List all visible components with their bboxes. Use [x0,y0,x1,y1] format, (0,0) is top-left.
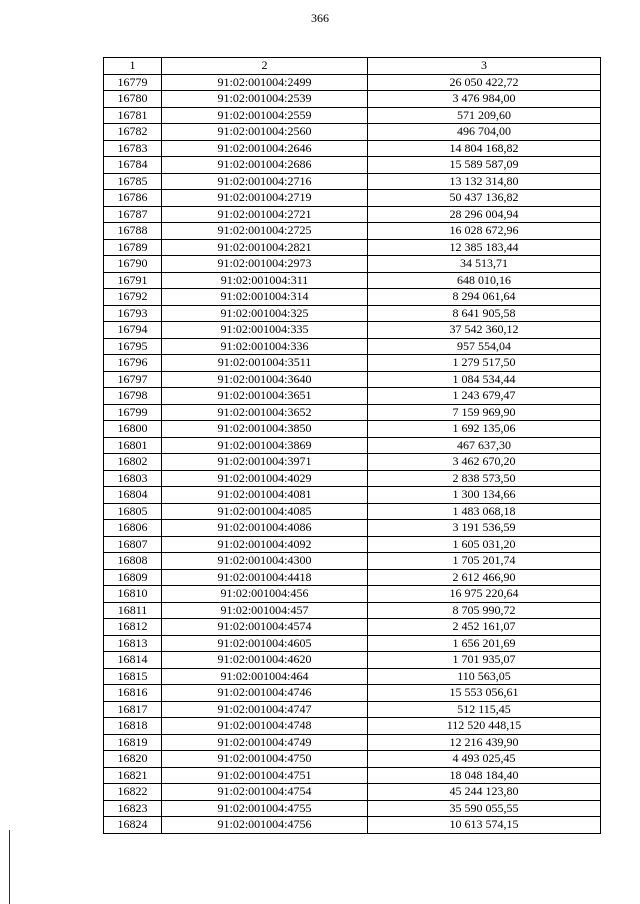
cadastral-number-cell: 91:02:001004:4754 [162,784,368,801]
cadastral-number-cell: 91:02:001004:3971 [162,454,368,471]
cadastral-number-cell: 91:02:001004:2973 [162,256,368,273]
row-number-cell: 16809 [104,569,162,586]
value-cell: 26 050 422,72 [368,74,601,91]
value-cell: 467 637,30 [368,437,601,454]
table-row [104,371,601,388]
value-cell: 10 613 574,15 [368,817,601,834]
value-cell: 2 838 573,50 [368,470,601,487]
row-number-cell: 16818 [104,718,162,735]
cadastral-number-cell: 91:02:001004:4300 [162,553,368,570]
cadastral-number-cell: 91:02:001004:4620 [162,652,368,669]
cadastral-number-cell: 91:02:001004:4756 [162,817,368,834]
cadastral-number-cell: 91:02:001004:4086 [162,520,368,537]
cadastral-number-cell: 91:02:001004:2716 [162,173,368,190]
table-row [104,503,601,520]
cadastral-number-cell: 91:02:001004:3651 [162,388,368,405]
row-number-cell: 16812 [104,619,162,636]
cadastral-number-cell: 91:02:001004:4418 [162,569,368,586]
row-number-cell: 16802 [104,454,162,471]
value-cell: 1 084 534,44 [368,371,601,388]
value-cell: 8 294 061,64 [368,289,601,306]
cadastral-number-cell: 91:02:001004:2725 [162,223,368,240]
row-number-cell: 16806 [104,520,162,537]
row-number-cell: 16795 [104,338,162,355]
value-cell: 12 385 183,44 [368,239,601,256]
row-number-cell: 16792 [104,289,162,306]
value-cell: 16 975 220,64 [368,586,601,603]
table-row [104,586,601,603]
cadastral-number-cell: 91:02:001004:2499 [162,74,368,91]
value-cell: 50 437 136,82 [368,190,601,207]
table-row [104,635,601,652]
table-row [104,553,601,570]
value-cell: 571 209,60 [368,107,601,124]
table-row [104,289,601,306]
value-cell: 496 704,00 [368,124,601,141]
value-cell: 1 300 134,66 [368,487,601,504]
value-cell: 35 590 055,55 [368,800,601,817]
table-row [104,239,601,256]
value-cell: 15 553 056,61 [368,685,601,702]
row-number-cell: 16805 [104,503,162,520]
table-row [104,751,601,768]
value-cell: 3 462 670,20 [368,454,601,471]
cadastral-value-table [103,57,601,834]
cadastral-number-cell: 91:02:001004:4749 [162,734,368,751]
cadastral-number-cell: 91:02:001004:2719 [162,190,368,207]
cadastral-number-cell: 91:02:001004:464 [162,668,368,685]
cadastral-number-cell: 91:02:001004:4029 [162,470,368,487]
cadastral-number-cell: 91:02:001004:457 [162,602,368,619]
value-cell: 957 554,04 [368,338,601,355]
column-header: 3 [368,58,601,75]
row-number-cell: 16783 [104,140,162,157]
row-number-cell: 16819 [104,734,162,751]
value-cell: 18 048 184,40 [368,767,601,784]
cadastral-number-cell: 91:02:001004:2721 [162,206,368,223]
row-number-cell: 16799 [104,404,162,421]
cadastral-number-cell: 91:02:001004:2646 [162,140,368,157]
cadastral-number-cell: 91:02:001004:4750 [162,751,368,768]
cadastral-number-cell: 91:02:001004:2686 [162,157,368,174]
row-number-cell: 16791 [104,272,162,289]
value-cell: 4 493 025,45 [368,751,601,768]
row-number-cell: 16811 [104,602,162,619]
row-number-cell: 16808 [104,553,162,570]
value-cell: 112 520 448,15 [368,718,601,735]
row-number-cell: 16782 [104,124,162,141]
value-cell: 2 452 161,07 [368,619,601,636]
column-header: 1 [104,58,162,75]
cadastral-number-cell: 91:02:001004:4746 [162,685,368,702]
value-cell: 14 804 168,82 [368,140,601,157]
value-cell: 28 296 004,94 [368,206,601,223]
cadastral-number-cell: 91:02:001004:3511 [162,355,368,372]
table-row [104,173,601,190]
table-row [104,223,601,240]
value-cell: 16 028 672,96 [368,223,601,240]
value-cell: 1 692 135,06 [368,421,601,438]
table-row [104,322,601,339]
table-row [104,338,601,355]
row-number-cell: 16820 [104,751,162,768]
cadastral-number-cell: 91:02:001004:4605 [162,635,368,652]
cadastral-number-cell: 91:02:001004:456 [162,586,368,603]
value-cell: 45 244 123,80 [368,784,601,801]
row-number-cell: 16816 [104,685,162,702]
cadastral-number-cell: 91:02:001004:4081 [162,487,368,504]
table-body [104,74,601,833]
row-number-cell: 16800 [104,421,162,438]
row-number-cell: 16784 [104,157,162,174]
row-number-cell: 16815 [104,668,162,685]
table-row [104,454,601,471]
value-cell: 7 159 969,90 [368,404,601,421]
row-number-cell: 16793 [104,305,162,322]
cadastral-number-cell: 91:02:001004:3652 [162,404,368,421]
cadastral-number-cell: 91:02:001004:4751 [162,767,368,784]
row-number-cell: 16794 [104,322,162,339]
table-row [104,256,601,273]
value-cell: 8 705 990,72 [368,602,601,619]
cadastral-number-cell: 91:02:001004:336 [162,338,368,355]
value-cell: 12 216 439,90 [368,734,601,751]
row-number-cell: 16810 [104,586,162,603]
value-cell: 8 641 905,58 [368,305,601,322]
table-row [104,470,601,487]
row-number-cell: 16788 [104,223,162,240]
page-number: 366 [311,11,329,25]
table-row [104,74,601,91]
table-row [104,421,601,438]
margin-line [9,830,10,904]
table-row [104,140,601,157]
row-number-cell: 16807 [104,536,162,553]
table-row [104,487,601,504]
cadastral-number-cell: 91:02:001004:3869 [162,437,368,454]
row-number-cell: 16814 [104,652,162,669]
value-cell: 110 563,05 [368,668,601,685]
row-number-cell: 16803 [104,470,162,487]
table-row [104,520,601,537]
table-row [104,536,601,553]
cadastral-number-cell: 91:02:001004:4755 [162,800,368,817]
row-number-cell: 16780 [104,91,162,108]
row-number-cell: 16779 [104,74,162,91]
table-row [104,817,601,834]
cadastral-number-cell: 91:02:001004:3850 [162,421,368,438]
table-row [104,767,601,784]
value-cell: 512 115,45 [368,701,601,718]
table-row [104,355,601,372]
cadastral-number-cell: 91:02:001004:4747 [162,701,368,718]
table-row [104,652,601,669]
value-cell: 1 243 679,47 [368,388,601,405]
table-row [104,272,601,289]
row-number-cell: 16813 [104,635,162,652]
cadastral-number-cell: 91:02:001004:4748 [162,718,368,735]
value-cell: 34 513,71 [368,256,601,273]
table-row [104,437,601,454]
value-cell: 1 279 517,50 [368,355,601,372]
row-number-cell: 16817 [104,701,162,718]
value-cell: 648 010,16 [368,272,601,289]
table-row [104,157,601,174]
table-row [104,701,601,718]
row-number-cell: 16823 [104,800,162,817]
table-row [104,569,601,586]
row-number-cell: 16781 [104,107,162,124]
table-row [104,784,601,801]
table-row [104,734,601,751]
row-number-cell: 16797 [104,371,162,388]
row-number-cell: 16804 [104,487,162,504]
cadastral-number-cell: 91:02:001004:2560 [162,124,368,141]
table-row [104,190,601,207]
row-number-cell: 16822 [104,784,162,801]
cadastral-number-cell: 91:02:001004:3640 [162,371,368,388]
table-row [104,668,601,685]
row-number-cell: 16796 [104,355,162,372]
value-cell: 3 191 536,59 [368,520,601,537]
cadastral-number-cell: 91:02:001004:4092 [162,536,368,553]
cadastral-number-cell: 91:02:001004:2559 [162,107,368,124]
table-row [104,602,601,619]
row-number-cell: 16798 [104,388,162,405]
table-row [104,124,601,141]
table-row [104,305,601,322]
column-header: 2 [162,58,368,75]
value-cell: 1 705 201,74 [368,553,601,570]
table-row [104,107,601,124]
row-number-cell: 16785 [104,173,162,190]
value-cell: 1 605 031,20 [368,536,601,553]
value-cell: 2 612 466,90 [368,569,601,586]
table-row [104,91,601,108]
table-row [104,718,601,735]
table-row [104,404,601,421]
cadastral-number-cell: 91:02:001004:335 [162,322,368,339]
row-number-cell: 16789 [104,239,162,256]
row-number-cell: 16787 [104,206,162,223]
row-number-cell: 16786 [104,190,162,207]
cadastral-number-cell: 91:02:001004:311 [162,272,368,289]
cadastral-number-cell: 91:02:001004:314 [162,289,368,306]
cadastral-number-cell: 91:02:001004:4085 [162,503,368,520]
table-row [104,800,601,817]
value-cell: 1 701 935,07 [368,652,601,669]
cadastral-number-cell: 91:02:001004:325 [162,305,368,322]
value-cell: 37 542 360,12 [368,322,601,339]
table-row [104,619,601,636]
table-row [104,206,601,223]
table-row [104,388,601,405]
row-number-cell: 16801 [104,437,162,454]
value-cell: 1 483 068,18 [368,503,601,520]
cadastral-number-cell: 91:02:001004:2539 [162,91,368,108]
value-cell: 13 132 314,80 [368,173,601,190]
table-header-row [104,58,601,75]
value-cell: 3 476 984,00 [368,91,601,108]
value-cell: 15 589 587,09 [368,157,601,174]
row-number-cell: 16824 [104,817,162,834]
row-number-cell: 16790 [104,256,162,273]
cadastral-number-cell: 91:02:001004:2821 [162,239,368,256]
row-number-cell: 16821 [104,767,162,784]
value-cell: 1 656 201,69 [368,635,601,652]
table-row [104,685,601,702]
cadastral-number-cell: 91:02:001004:4574 [162,619,368,636]
